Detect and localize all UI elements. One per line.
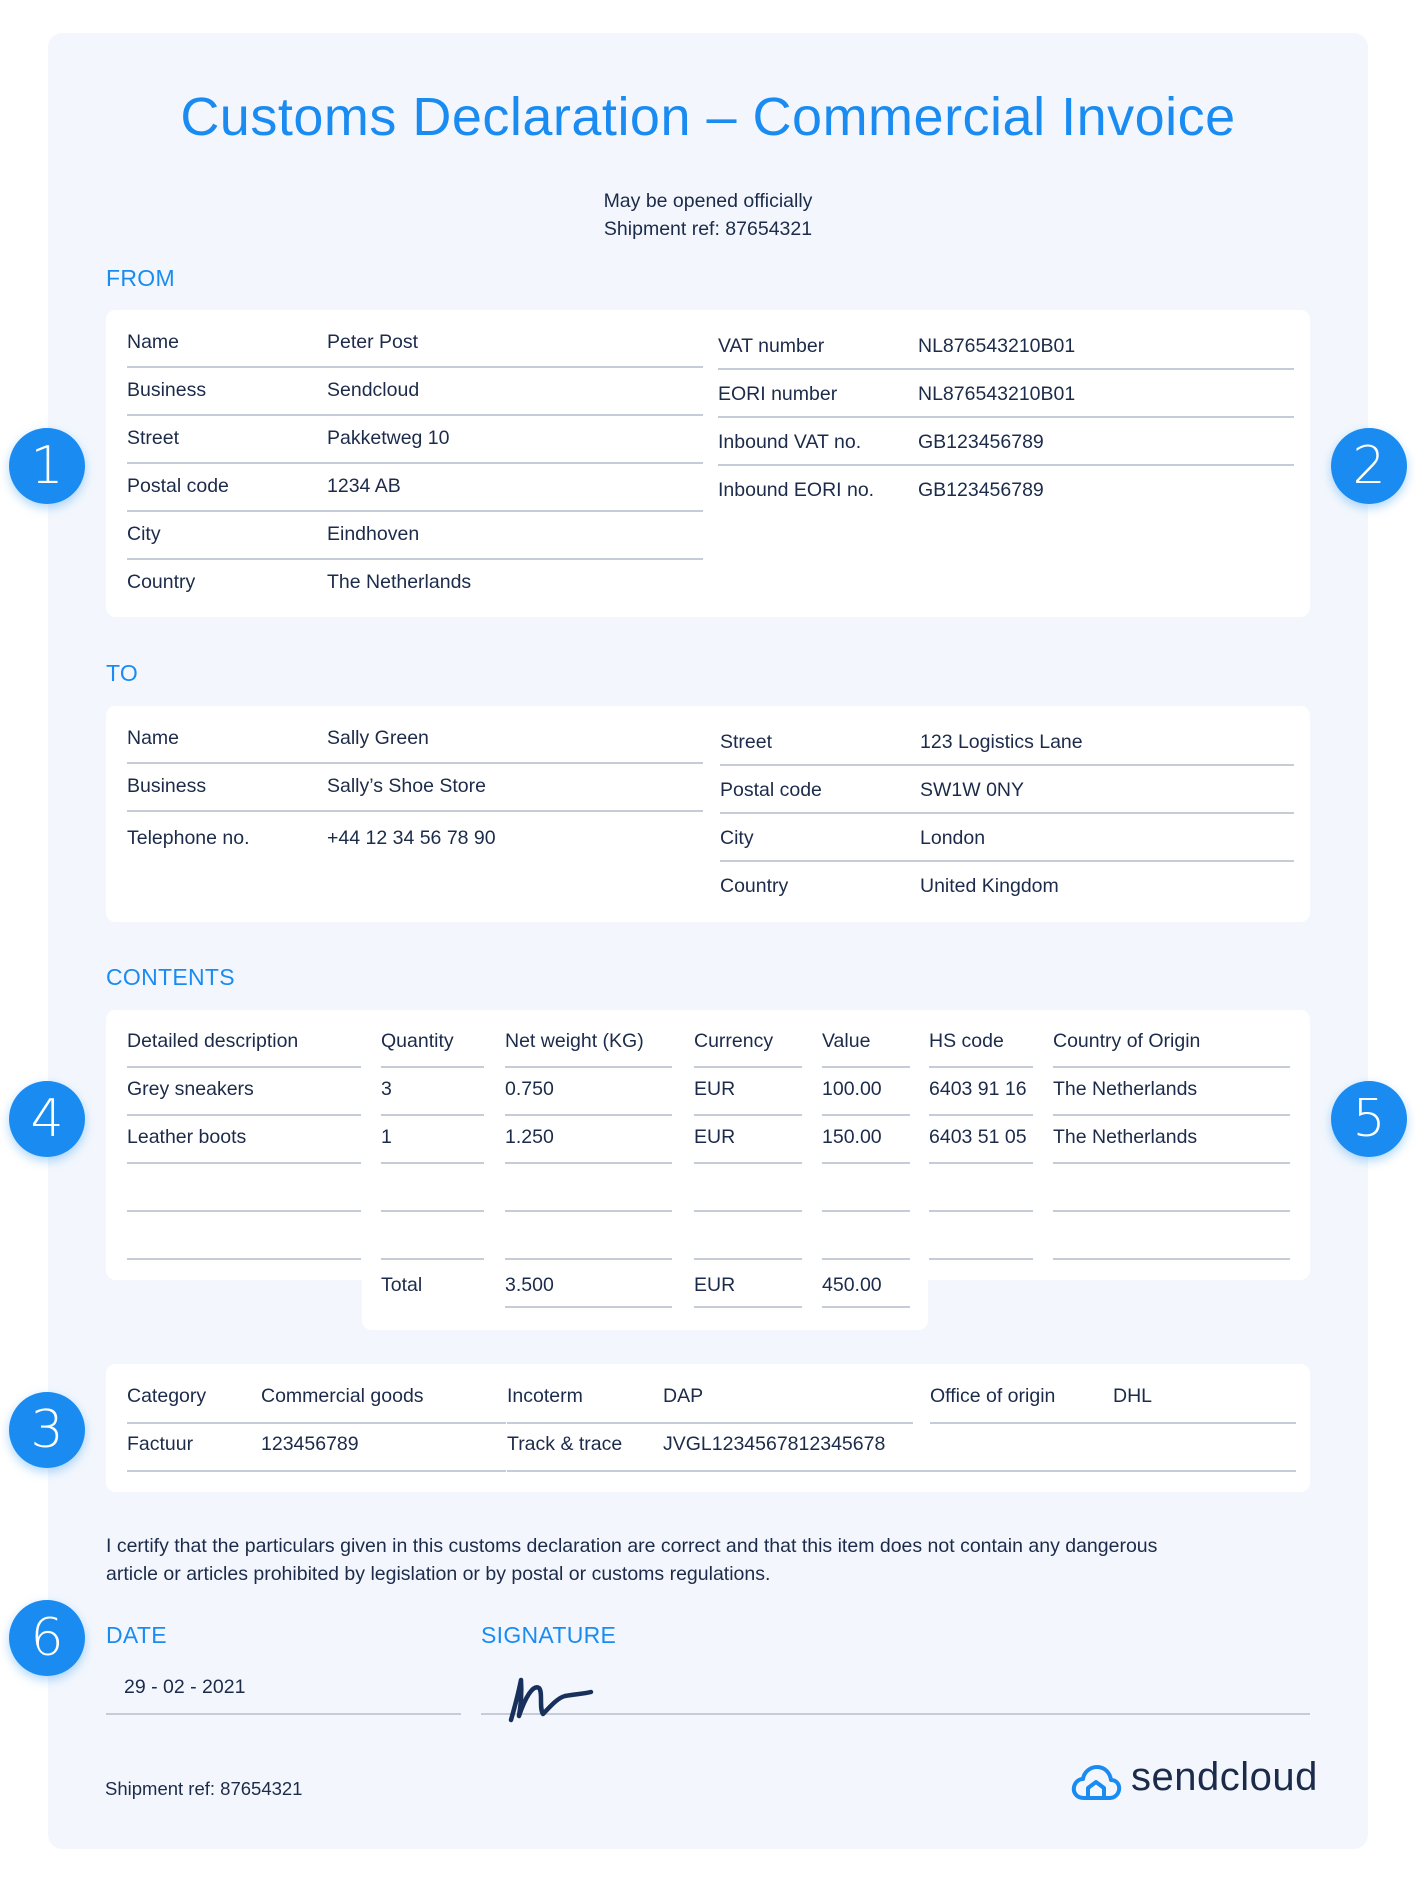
subtitle-opened-officially: May be opened officially (603, 190, 813, 212)
contents-total-value: 450.00 (822, 1274, 882, 1296)
badge-2: 2 (1331, 428, 1407, 504)
from-street-value: Pakketweg 10 (327, 427, 450, 449)
contents-cell: 6403 91 16 (929, 1078, 1027, 1100)
to-telephone-value: +44 12 34 56 78 90 (327, 827, 496, 849)
from-name-label: Name (127, 331, 180, 353)
divider (505, 1162, 672, 1164)
divider (694, 1210, 802, 1212)
from-street-label: Street (127, 427, 180, 449)
from-postal-value: 1234 AB (327, 475, 401, 497)
badge-4: 4 (9, 1081, 85, 1157)
divider (694, 1114, 802, 1116)
contents-column-header: Country of Origin (1053, 1030, 1201, 1052)
from-inbound-eori-label: Inbound EORI no. (718, 479, 875, 501)
divider (1053, 1114, 1290, 1116)
track-trace-label: Track & trace (507, 1433, 623, 1455)
certification-text: I certify that the particulars given in this customs declaration are correct and that this item does not contain any dangerous article or articles prohibited by legislation or by postal or customs regulations. (106, 1535, 1158, 1585)
contents-total-label: Total (381, 1274, 423, 1296)
contents-cell: Grey sneakers (127, 1078, 254, 1100)
divider (929, 1258, 1033, 1260)
from-city-label: City (127, 523, 161, 545)
signature-scribble (505, 1668, 597, 1728)
contents-column-header: Quantity (381, 1030, 454, 1052)
to-name-label: Name (127, 727, 180, 749)
from-inbound-vat-label: Inbound VAT no. (718, 431, 862, 453)
from-country-value: The Netherlands (327, 571, 472, 593)
divider (930, 1422, 1296, 1424)
divider (694, 1162, 802, 1164)
to-country-label: Country (720, 875, 789, 897)
badge-1: 1 (9, 428, 85, 504)
factuur-value: 123456789 (261, 1433, 359, 1455)
divider (381, 1258, 484, 1260)
contents-cell: 1 (381, 1126, 392, 1148)
divider (127, 1470, 506, 1472)
to-city-value: London (920, 827, 986, 849)
cloud-icon (1070, 1762, 1122, 1804)
contents-cell: EUR (694, 1078, 736, 1100)
divider (822, 1114, 910, 1116)
date-heading: DATE (106, 1622, 167, 1648)
to-telephone-label: Telephone no. (127, 827, 250, 849)
to-postal-label: Postal code (720, 779, 822, 801)
contents-total-weight: 3.500 (505, 1274, 554, 1296)
badge-5: 5 (1331, 1081, 1407, 1157)
contents-cell: 1.250 (505, 1126, 554, 1148)
divider (1053, 1210, 1290, 1212)
divider (929, 1066, 1033, 1068)
track-trace-value: JVGL1234567812345678 (663, 1433, 886, 1455)
divider (694, 1306, 802, 1308)
shipment-card (106, 1364, 1310, 1492)
contents-column-header: Value (822, 1030, 871, 1052)
contents-cell: The Netherlands (1053, 1078, 1198, 1100)
subtitle-shipment-ref: Shipment ref: 87654321 (603, 218, 813, 240)
contents-heading: CONTENTS (106, 964, 235, 990)
divider (381, 1210, 484, 1212)
divider (507, 1422, 913, 1424)
from-inbound-eori-value: GB123456789 (918, 479, 1044, 501)
divider (929, 1210, 1033, 1212)
incoterm-label: Incoterm (507, 1385, 583, 1407)
category-label: Category (127, 1385, 207, 1407)
sendcloud-logo-text: sendcloud (1131, 1755, 1318, 1799)
contents-column-header: HS code (929, 1030, 1004, 1052)
to-street-label: Street (720, 731, 773, 753)
contents-column-header: Net weight (KG) (505, 1030, 644, 1052)
category-value: Commercial goods (261, 1385, 424, 1407)
divider (127, 1210, 361, 1212)
divider (505, 1258, 672, 1260)
office-origin-value: DHL (1113, 1385, 1153, 1407)
divider (694, 1066, 802, 1068)
contents-cell: 6403 51 05 (929, 1126, 1027, 1148)
from-eori-label: EORI number (718, 383, 838, 405)
from-vat-value: NL876543210B01 (918, 335, 1076, 357)
to-city-label: City (720, 827, 754, 849)
to-business-label: Business (127, 775, 207, 797)
divider (505, 1210, 672, 1212)
contents-column-header: Currency (694, 1030, 774, 1052)
date-line (106, 1713, 461, 1715)
divider (381, 1066, 484, 1068)
divider (127, 1114, 361, 1116)
office-origin-label: Office of origin (930, 1385, 1056, 1407)
to-country-value: United Kingdom (920, 875, 1059, 897)
divider (1053, 1066, 1290, 1068)
to-business-value: Sally’s Shoe Store (327, 775, 486, 797)
divider (127, 1422, 506, 1424)
contents-cell: 3 (381, 1078, 392, 1100)
factuur-label: Factuur (127, 1433, 194, 1455)
divider (127, 1258, 361, 1260)
contents-cell: 0.750 (505, 1078, 554, 1100)
date-value: 29 - 02 - 2021 (124, 1676, 246, 1698)
from-name-value: Peter Post (327, 331, 419, 353)
divider (822, 1162, 910, 1164)
divider (929, 1162, 1033, 1164)
divider (1053, 1162, 1290, 1164)
divider (1053, 1258, 1290, 1260)
divider (507, 1470, 1296, 1472)
to-heading: TO (106, 660, 139, 686)
contents-cell: 150.00 (822, 1126, 882, 1148)
to-postal-value: SW1W 0NY (920, 779, 1025, 801)
signature-heading: SIGNATURE (481, 1622, 617, 1648)
divider (381, 1114, 484, 1116)
from-business-label: Business (127, 379, 207, 401)
footer-shipment-ref: Shipment ref: 87654321 (105, 1778, 303, 1799)
divider (694, 1258, 802, 1260)
from-eori-value: NL876543210B01 (918, 383, 1076, 405)
from-postal-label: Postal code (127, 475, 229, 497)
from-inbound-vat-value: GB123456789 (918, 431, 1044, 453)
divider (505, 1306, 672, 1308)
to-street-value: 123 Logistics Lane (920, 731, 1083, 753)
from-country-label: Country (127, 571, 196, 593)
divider (381, 1162, 484, 1164)
divider (505, 1114, 672, 1116)
to-name-value: Sally Green (327, 727, 429, 749)
signature-line (481, 1713, 1310, 1715)
divider (822, 1258, 910, 1260)
divider (127, 1162, 361, 1164)
document-title: Customs Declaration – Commercial Invoice (180, 87, 1236, 147)
divider (822, 1306, 910, 1308)
from-vat-label: VAT number (718, 335, 825, 357)
contents-cell: 100.00 (822, 1078, 882, 1100)
contents-total-currency: EUR (694, 1274, 736, 1296)
incoterm-value: DAP (663, 1385, 704, 1407)
divider (929, 1114, 1033, 1116)
contents-cell: EUR (694, 1126, 736, 1148)
divider (822, 1210, 910, 1212)
from-city-value: Eindhoven (327, 523, 420, 545)
badge-3: 3 (9, 1392, 85, 1468)
contents-cell: The Netherlands (1053, 1126, 1198, 1148)
badge-6: 6 (9, 1600, 85, 1676)
contents-cell: Leather boots (127, 1126, 247, 1148)
from-business-value: Sendcloud (327, 379, 420, 401)
contents-column-header: Detailed description (127, 1030, 299, 1052)
from-heading: FROM (106, 265, 175, 291)
divider (505, 1066, 672, 1068)
divider (127, 1066, 361, 1068)
divider (822, 1066, 910, 1068)
